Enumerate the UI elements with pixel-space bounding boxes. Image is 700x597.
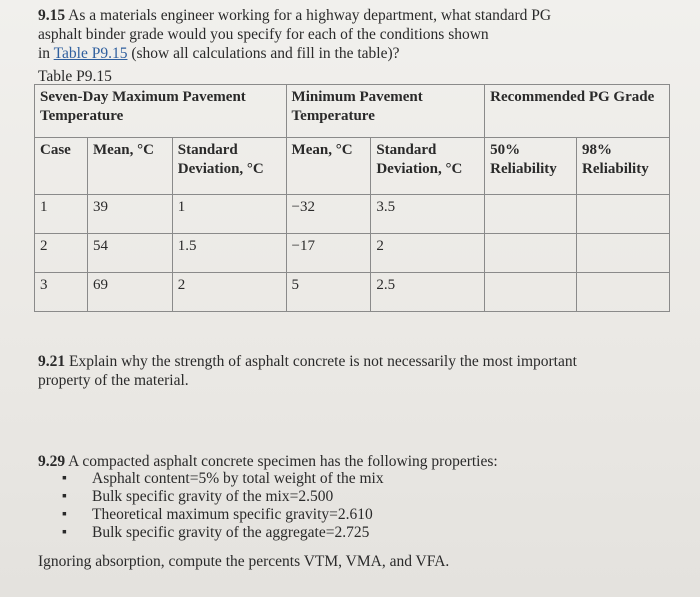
header-max-temp: Seven-Day Maximum Pavement Temperature: [35, 85, 287, 138]
table-row: [35, 234, 670, 273]
table-row: [35, 273, 670, 312]
list-item: ▪ Asphalt content=5% by total weight of the mix: [38, 470, 384, 488]
cell-min-mean: −17: [286, 234, 371, 273]
cell-max-mean: 69: [87, 273, 172, 312]
cell-rel50[interactable]: [485, 273, 577, 312]
list-item: ▪ Theoretical maximum specific gravity=2.610: [38, 506, 384, 524]
question-number: 9.21: [38, 353, 66, 370]
question-number: 9.15: [38, 7, 66, 24]
list-item: ▪ Bulk specific gravity of the mix=2.500: [38, 488, 384, 506]
header-min-sd: Standard Deviation, °C: [371, 138, 485, 195]
question-text-segment: (show all calculations and fill in the table)?: [127, 45, 400, 62]
header-rel98: 98% Reliability: [577, 138, 670, 195]
cell-max-sd: 1.5: [172, 234, 286, 273]
header-max-mean: Mean, °C: [87, 138, 172, 195]
question-9-29: [38, 452, 638, 471]
question-text-line: As a materials engineer working for a highway department, what standard PG: [68, 7, 552, 24]
table-caption: Table P9.15: [38, 68, 112, 85]
pg-grade-table: [34, 84, 670, 312]
properties-list: [38, 470, 384, 542]
cell-min-mean: 5: [286, 273, 371, 312]
header-min-mean: Mean, °C: [286, 138, 371, 195]
cell-rel98[interactable]: [577, 273, 670, 312]
cell-case: 1: [35, 195, 88, 234]
header-rel50: 50% Reliability: [485, 138, 577, 195]
cell-rel50[interactable]: [485, 234, 577, 273]
question-9-15: [38, 6, 658, 63]
cell-rel98[interactable]: [577, 195, 670, 234]
header-min-temp: Minimum Pavement Temperature: [286, 85, 485, 138]
cell-case: 2: [35, 234, 88, 273]
cell-max-mean: 54: [87, 234, 172, 273]
question-text-line: property of the material.: [38, 372, 189, 389]
question-text-line: A compacted asphalt concrete specimen has the following properties:: [68, 453, 498, 470]
cell-rel50[interactable]: [485, 195, 577, 234]
table-reference-link[interactable]: Table P9.15: [53, 45, 128, 62]
cell-min-mean: −32: [286, 195, 371, 234]
cell-min-sd: 2: [371, 234, 485, 273]
cell-case: 3: [35, 273, 88, 312]
question-number: 9.29: [38, 453, 66, 470]
table-row: [35, 195, 670, 234]
header-case: Case: [35, 138, 88, 195]
question-text-line: asphalt binder grade would you specify for each of the conditions shown: [38, 26, 489, 43]
table-group-header-row: [35, 85, 670, 138]
cell-max-sd: 2: [172, 273, 286, 312]
question-text-segment: in: [38, 45, 54, 62]
table-sub-header-row: [35, 138, 670, 195]
question-9-21: [38, 352, 638, 390]
question-closing-text: Ignoring absorption, compute the percents VTM, VMA, and VFA.: [38, 553, 450, 570]
cell-min-sd: 2.5: [371, 273, 485, 312]
list-item: ▪ Bulk specific gravity of the aggregate=2.725: [38, 524, 384, 542]
header-max-sd: Standard Deviation, °C: [172, 138, 286, 195]
cell-rel98[interactable]: [577, 234, 670, 273]
cell-max-mean: 39: [87, 195, 172, 234]
question-text-line: Explain why the strength of asphalt concrete is not necessarily the most important: [69, 353, 577, 370]
cell-max-sd: 1: [172, 195, 286, 234]
cell-min-sd: 3.5: [371, 195, 485, 234]
header-grade: Recommended PG Grade: [485, 85, 670, 138]
